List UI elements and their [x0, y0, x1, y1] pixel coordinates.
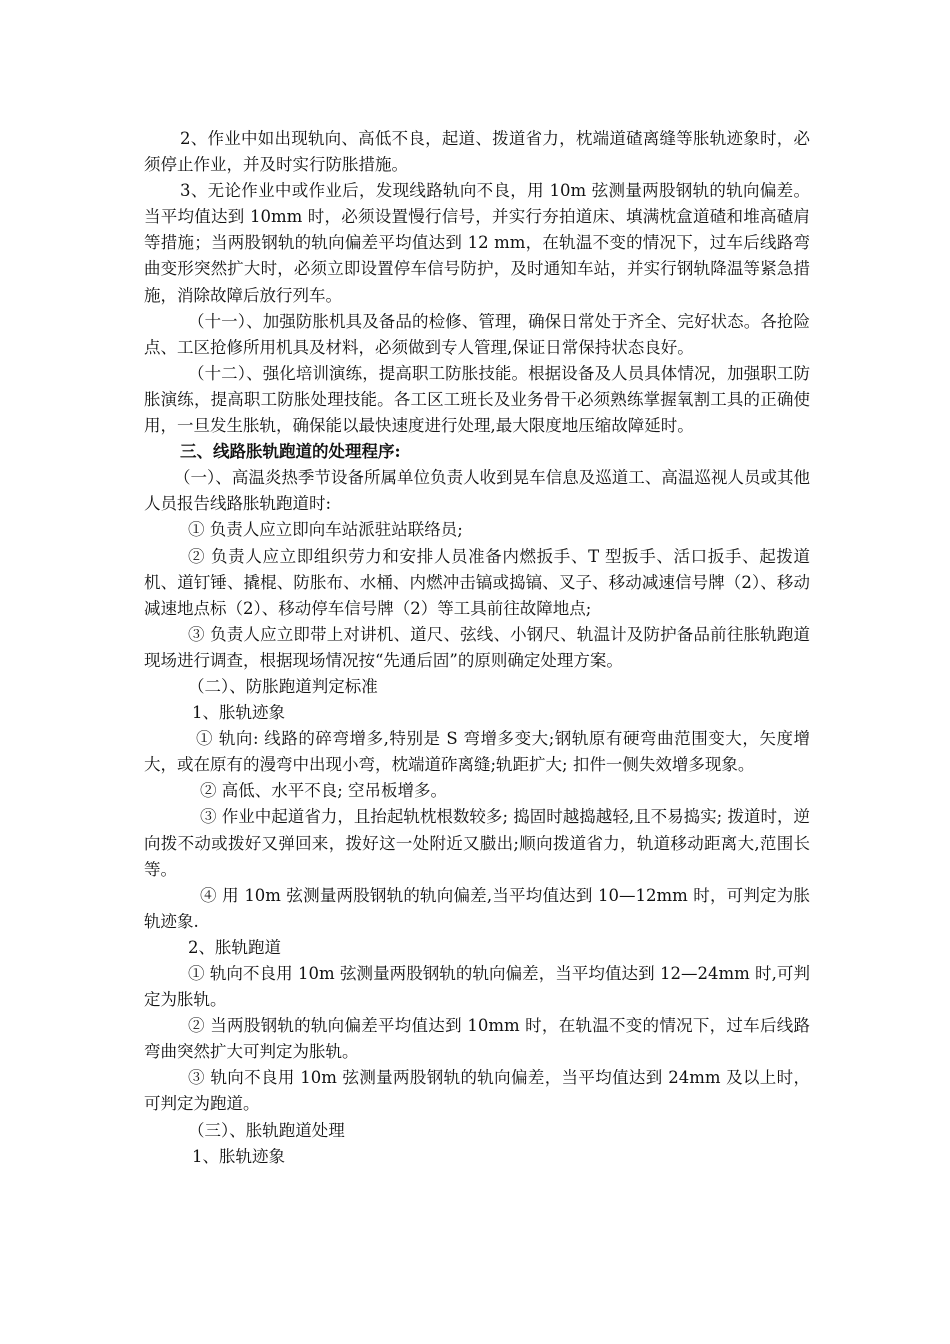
- criterion-alignment: ① 轨向: 线路的碎弯增多,特别是 S 弯增多变大;钢轨原有硬弯曲范围变大，矢度增大，或在原有的漫弯中出现小弯，枕端道砟离缝;轨距扩大; 扣件一侧失效增多现象。: [144, 729, 810, 775]
- criterion-measurement: ④ 用 10m 弦测量两股钢轨的轨向偏差,当平均值达到 10—12mm 时，可判定为胀轨迹象.: [144, 885, 810, 931]
- section-heading-3: 三、线路胀轨跑道的处理程序:: [180, 442, 401, 462]
- paragraph-subsection-1: （一）、高温炎热季节设备所属单位负责人收到晃车信息及巡道工、高温巡视人员或其他人员报告线路胀轨跑道时:: [144, 468, 810, 514]
- subheading-expansion-signs-2: 1、胀轨迹象: [192, 1146, 285, 1166]
- step-3: ③ 负责人应立即带上对讲机、道尺、弦线、小钢尺、轨温计及防护备品前往胀轨跑道现场进行调查，根据现场情况按“先通后固”的原则确定处理方案。: [144, 624, 810, 670]
- buckling-criterion-2: ② 当两股钢轨的轨向偏差平均值达到 10mm 时，在轨温不变的情况下，过车后线路弯曲突然扩大可判定为胀轨。: [144, 1016, 810, 1062]
- criterion-operation: ③ 作业中起道省力，且抬起轨枕根数较多; 捣固时越捣越轻,且不易捣实; 拨道时，逆向拨不动或拨好又弹回来，拨好这一处附近又臌出;顺向拨道省力，轨道移动距离大,范围长等。: [144, 807, 810, 879]
- document-body: [144, 126, 810, 1170]
- paragraph-item-3: 3、无论作业中或作业后，发现线路轨向不良，用 10m 弦测量两股钢轨的轨向偏差。当平均值达到 10mm 时，必须设置慢行信号，并实行夯拍道床、填满枕盒道碴和堆高碴肩等措施；当两股钢轨的轨向偏差平均值达到 12 mm，在轨温不变的情况下，过车后线路弯曲变形突然扩大时，必须立即设置停车信号防护，及时通知车站，并实行钢轨降温等紧急措施，消除故障后放行列车。: [144, 181, 810, 305]
- buckling-criterion-1: ① 轨向不良用 10m 弦测量两股钢轨的轨向偏差，当平均值达到 12—24mm 时,可判定为胀轨。: [144, 964, 810, 1010]
- step-2: ② 负责人应立即组织劳力和安排人员准备内燃扳手、T 型扳手、活口扳手、起拨道机、道钉锤、撬棍、防胀布、水桶、内燃冲击镐或捣镐、叉子、移动减速信号牌（2）、移动减速地点标（2）、移动停车信号牌（2）等工具前往故障地点;: [144, 546, 810, 618]
- paragraph-section-11: （十一）、加强防胀机具及备品的检修、管理，确保日常处于齐全、完好状态。各抢险点、工区抢修所用机具及材料，必须做到专人管理,保证日常保持状态良好。: [144, 311, 810, 357]
- subsection-title-3: （三）、胀轨跑道处理: [188, 1120, 345, 1140]
- step-1: ① 负责人应立即向车站派驻站联络员;: [188, 520, 463, 540]
- subheading-expansion-signs: 1、胀轨迹象: [192, 703, 285, 723]
- criterion-level: ② 高低、水平不良; 空吊板增多。: [200, 781, 448, 801]
- subsection-title-2: （二）、防胀跑道判定标准: [188, 676, 378, 696]
- paragraph-item-2: 2、作业中如出现轨向、高低不良，起道、拨道省力，枕端道碴离缝等胀轨迹象时，必须停止作业，并及时实行防胀措施。: [144, 129, 810, 175]
- subheading-track-buckling: 2、胀轨跑道: [188, 937, 281, 957]
- paragraph-section-12: （十二）、强化培训演练，提高职工防胀技能。根据设备及人员具体情况，加强职工防胀演练，提高职工防胀处理技能。各工区工班长及业务骨干必须熟练掌握氧割工具的正确使用，一旦发生胀轨，确保能以最快速度进行处理,最大限度地压缩故障延时。: [144, 363, 810, 436]
- buckling-criterion-3: ③ 轨向不良用 10m 弦测量两股钢轨的轨向偏差，当平均值达到 24mm 及以上时，可判定为跑道。: [144, 1068, 810, 1114]
